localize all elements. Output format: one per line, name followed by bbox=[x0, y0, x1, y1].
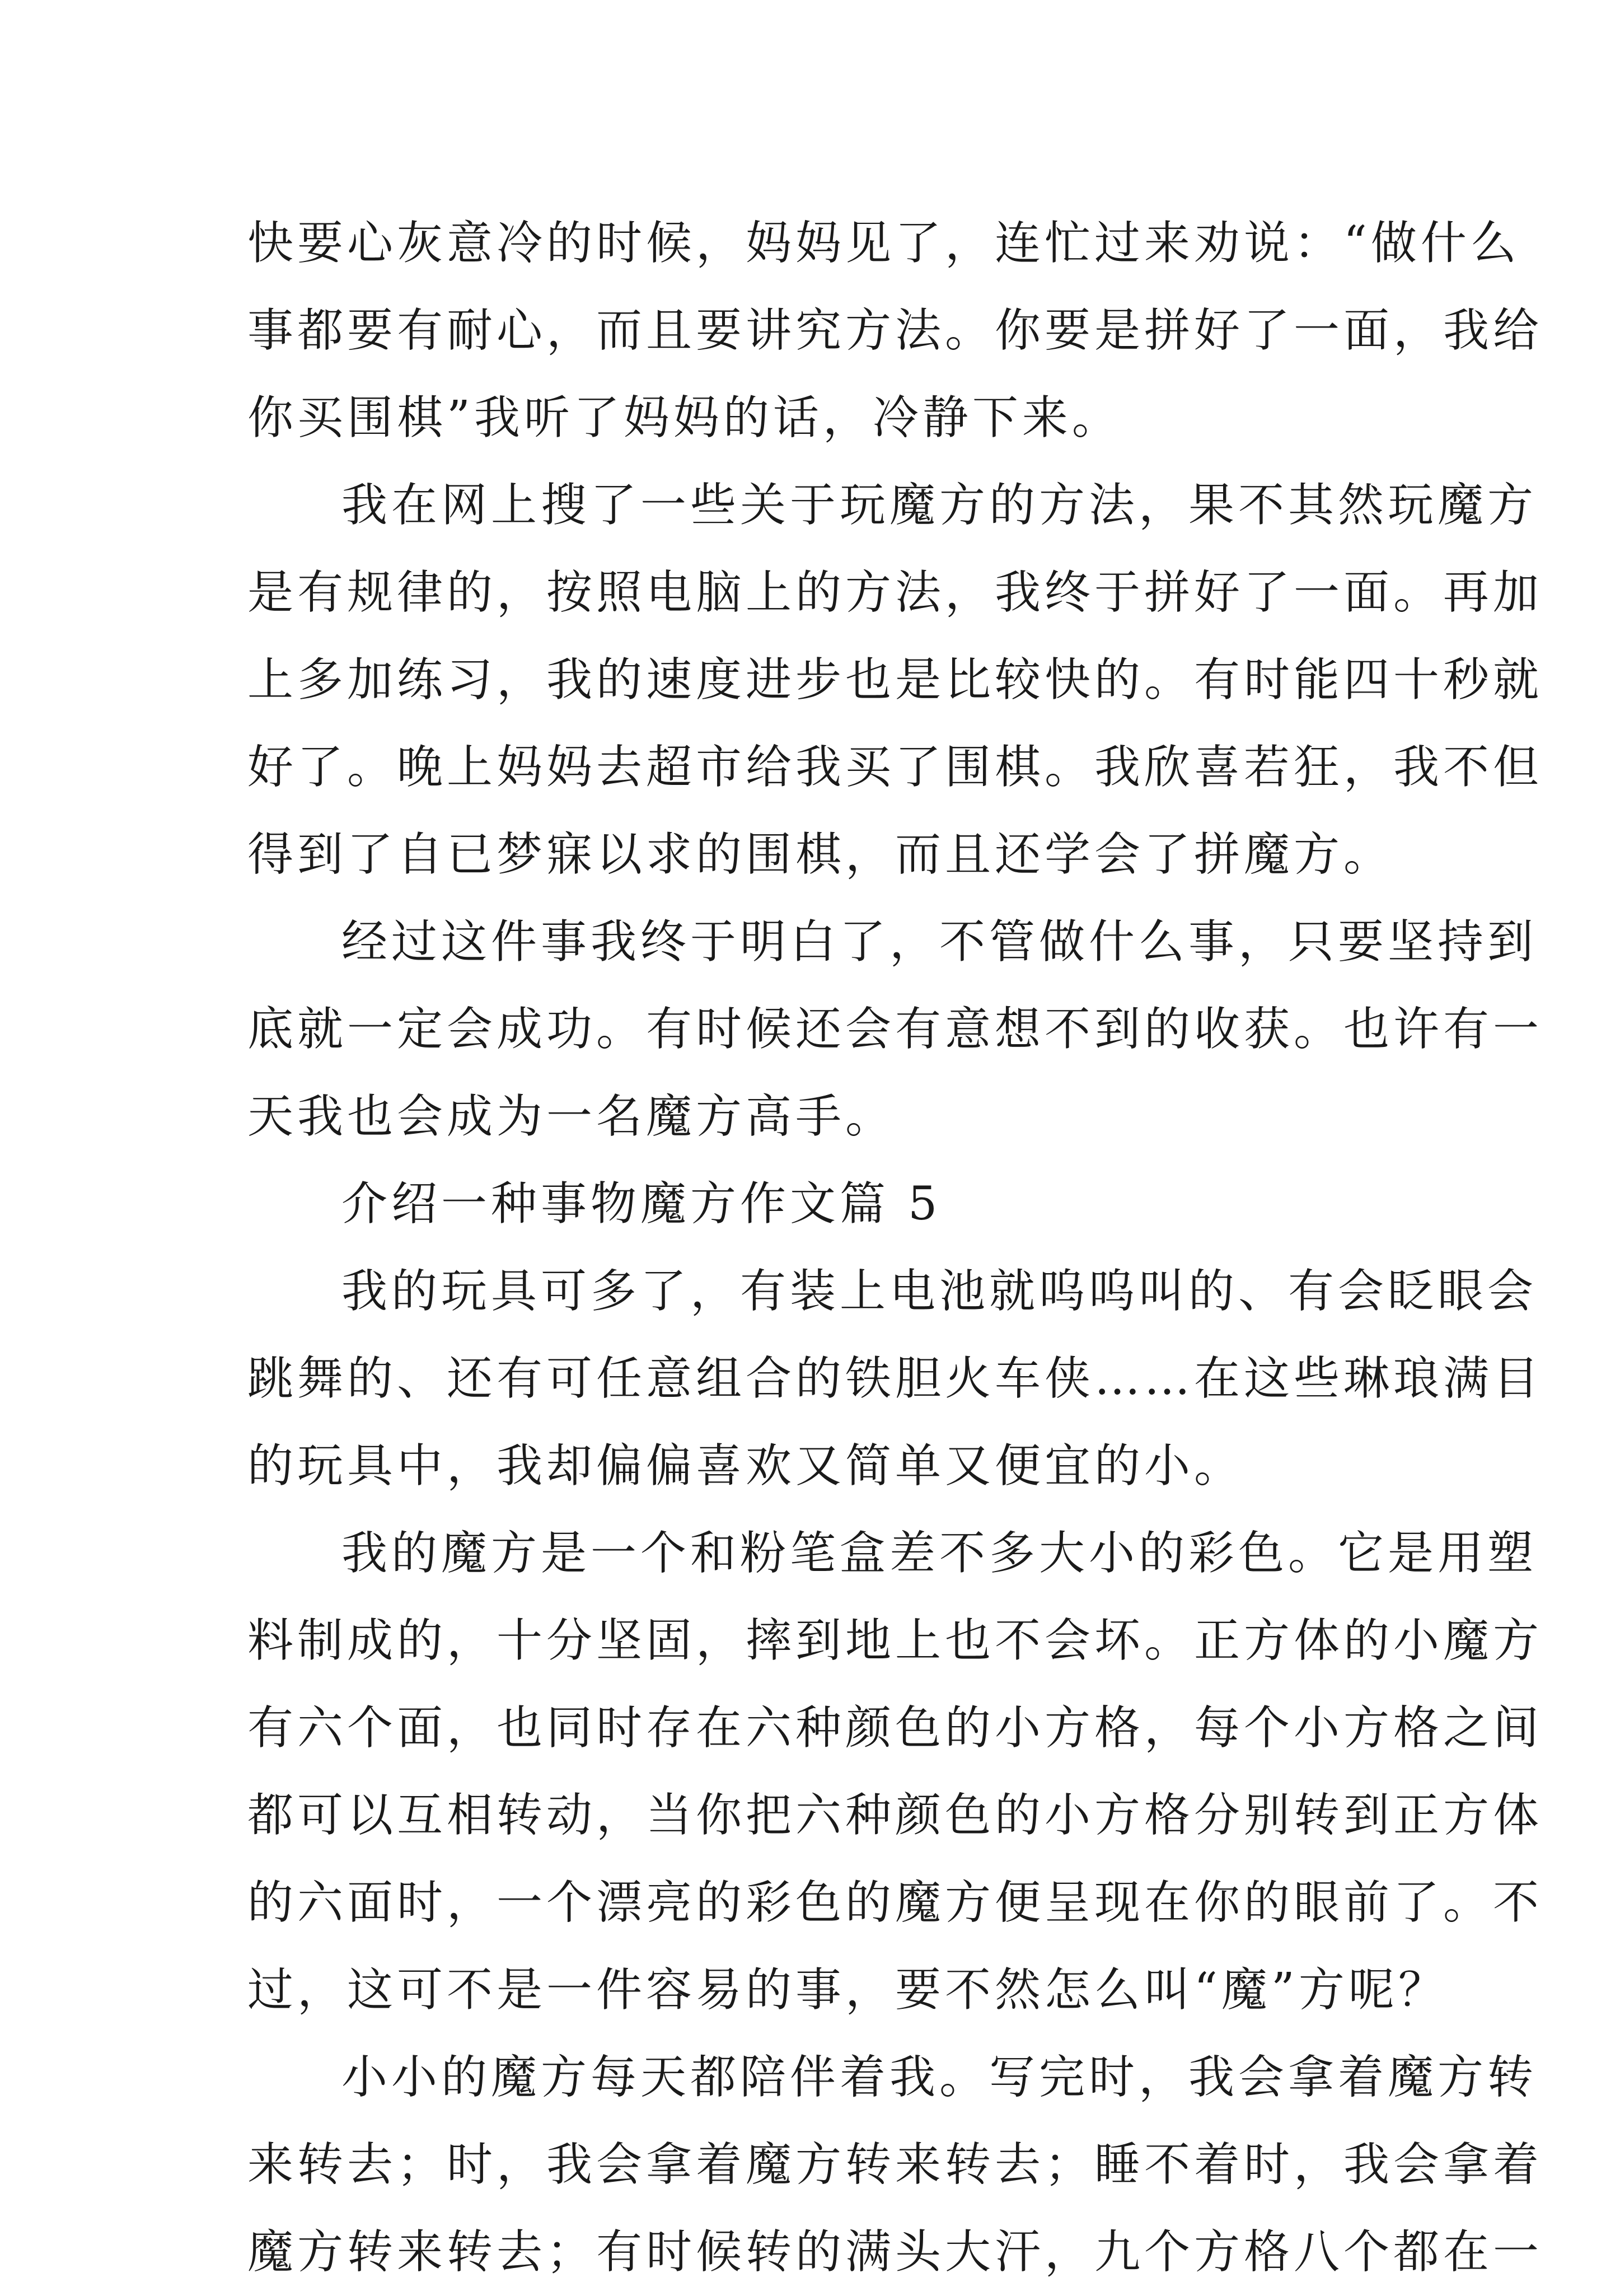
text-line: 料制成的，十分坚固，摔到地上也不会坏。正方体的小魔方 bbox=[247, 1614, 1543, 1667]
text-line: 的玩具中，我却偏偏喜欢又简单又便宜的小。 bbox=[247, 1439, 1244, 1493]
paragraph-first-line: 我的玩具可多了，有装上电池就呜呜叫的、有会眨眼会 bbox=[341, 1265, 1538, 1318]
text-line: 都可以互相转动，当你把六种颜色的小方格分别转到正方体 bbox=[247, 1789, 1543, 1842]
text-line: 天我也会成为一名魔方高手。 bbox=[247, 1090, 896, 1143]
text-line: 底就一定会成功。有时候还会有意想不到的收获。也许有一 bbox=[247, 1003, 1543, 1056]
paragraph-first-line: 我的魔方是一个和粉笔盒差不多大小的彩色。它是用塑 bbox=[341, 1527, 1538, 1580]
text-line: 有六个面，也同时存在六种颜色的小方格，每个小方格之间 bbox=[247, 1701, 1543, 1755]
text-line: 来转去；时，我会拿着魔方转来转去；睡不着时，我会拿着 bbox=[247, 2138, 1543, 2191]
text-line: 是有规律的，按照电脑上的方法，我终于拼好了一面。再加 bbox=[247, 566, 1543, 619]
paragraph-first-line: 小小的魔方每天都陪伴着我。写完时，我会拿着魔方转 bbox=[341, 2051, 1538, 2104]
paragraph-first-line: 经过这件事我终于明白了，不管做什么事，只要坚持到 bbox=[341, 915, 1538, 969]
text-line: 的六面时，一个漂亮的彩色的魔方便呈现在你的眼前了。不 bbox=[247, 1876, 1543, 1929]
text-line: 好了。晚上妈妈去超市给我买了围棋。我欣喜若狂，我不但 bbox=[247, 741, 1543, 794]
text-line: 过，这可不是一件容易的事，要不然怎么叫“魔”方呢？ bbox=[247, 1963, 1448, 2017]
text-line: 得到了自已梦寐以求的围棋，而且还学会了拼魔方。 bbox=[247, 828, 1394, 881]
document-body bbox=[247, 200, 1543, 2296]
section-heading: 介绍一种事物魔方作文篇 5 bbox=[341, 1177, 942, 1231]
text-line: 事都要有耐心，而且要讲究方法。你要是拼好了一面，我给 bbox=[247, 304, 1543, 357]
text-line: 上多加练习，我的速度进步也是比较快的。有时能四十秒就 bbox=[247, 653, 1543, 707]
text-line: 快要心灰意冷的时候，妈妈见了，连忙过来劝说：“做什么 bbox=[247, 217, 1520, 270]
text-line: 魔方转来转去；有时候转的满头大汗，九个方格八个都在一 bbox=[247, 2225, 1543, 2279]
text-line: 跳舞的、还有可任意组合的铁胆火车侠……在这些琳琅满目 bbox=[247, 1352, 1543, 1405]
text-line: 你买围棋”我听了妈妈的话，冷静下来。 bbox=[247, 391, 1122, 445]
paragraph-first-line: 我在网上搜了一些关于玩魔方的方法，果不其然玩魔方 bbox=[341, 479, 1538, 532]
